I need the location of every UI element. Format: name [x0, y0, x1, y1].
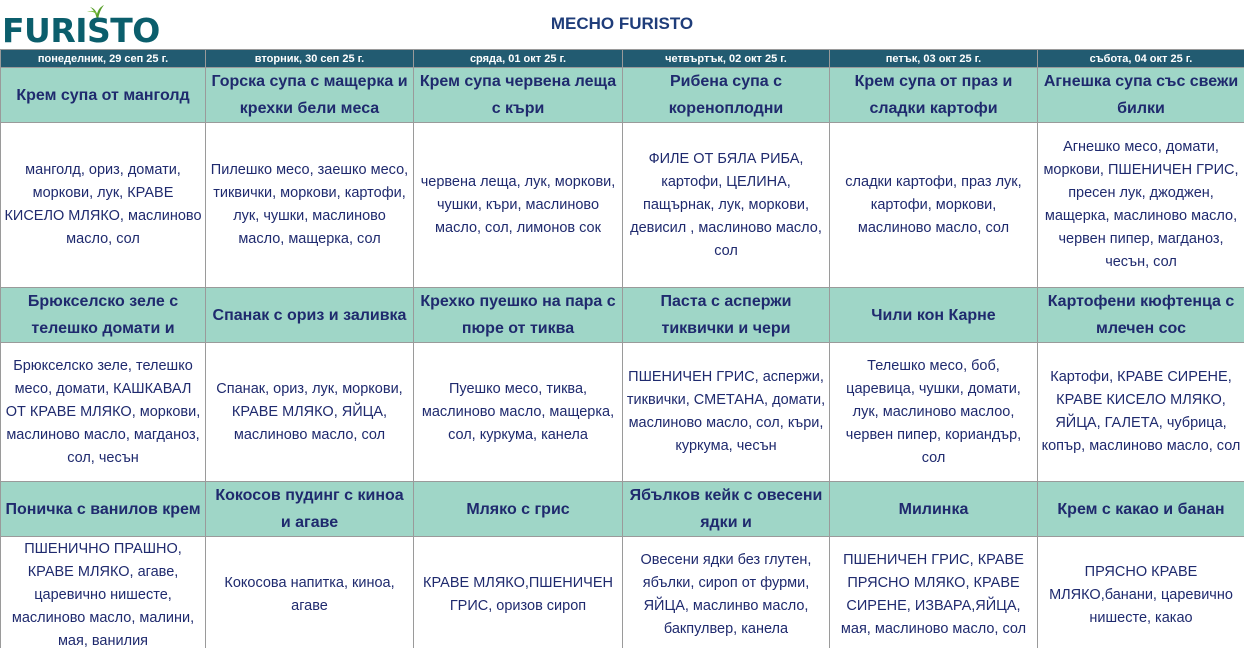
- dish-name: Чили кон Карне: [830, 288, 1038, 343]
- ingredients-cell: Овесени ядки без глутен, ябълки, сироп от фурми, ЯЙЦА, маслинво масло, бакпулвер, канела: [623, 537, 830, 648]
- ingredients-cell: ПШЕНИЧНО ПРАШНО, КРАВЕ МЛЯКО, агаве, царевично нишесте, маслиново масло, малини, мая, ванилия: [1, 537, 206, 648]
- ingredients-cell: ФИЛЕ ОТ БЯЛА РИБА, картофи, ЦЕЛИНА, пащърнак, лук, моркови, девисил , маслиново масло, сол: [623, 123, 830, 288]
- day-header: събота, 04 окт 25 г.: [1038, 50, 1244, 68]
- dish-name: Милинка: [830, 482, 1038, 537]
- dish-name: Поничка с ванилов крем: [1, 482, 206, 537]
- dish-row: [1, 288, 1244, 343]
- ingredients-cell: КРАВЕ МЛЯКО,ПШЕНИЧЕН ГРИС, оризов сироп: [414, 537, 623, 648]
- ingredients-cell: Агнешко месо, домати, моркови, ПШЕНИЧЕН ГРИС, пресен лук, джоджен, мащерка, маслиново масло, червен пипер, магданоз, чесън, сол: [1038, 123, 1244, 288]
- ingredients-cell: манголд, ориз, домати, моркови, лук, КРАВЕ КИСЕЛО МЛЯКО, маслиново масло, сол: [1, 123, 206, 288]
- dish-row: [1, 68, 1244, 123]
- day-header: вторник, 30 сеп 25 г.: [206, 50, 414, 68]
- ingredients-row: [1, 123, 1244, 288]
- page-title: MЕСНО FURISTO: [550, 14, 694, 33]
- ingredients-cell: ПШЕНИЧЕН ГРИС, аспержи, тиквички, СМЕТАНА, домати, маслиново масло, сол, къри, куркума, чесън: [623, 343, 830, 482]
- ingredients-row: [1, 537, 1244, 648]
- dish-name: Крем супа червена леща с къри: [414, 68, 623, 123]
- dish-name: Картофени кюфтенца с млечен сос: [1038, 288, 1244, 343]
- day-header: четвъртък, 02 окт 25 г.: [623, 50, 830, 68]
- ingredients-cell: Спанак, ориз, лук, моркови, КРАВЕ МЛЯКО, ЯЙЦА, маслиново масло, сол: [206, 343, 414, 482]
- dish-row: [1, 482, 1244, 537]
- dish-name: Горска супа с мащерка и крехки бели меса: [206, 68, 414, 123]
- day-header-row: [1, 50, 1244, 68]
- day-header: понеделник, 29 сеп 25 г.: [1, 50, 206, 68]
- ingredients-cell: червена леща, лук, моркови, чушки, къри, маслиново масло, сол, лимонов сок: [414, 123, 623, 288]
- ingredients-cell: сладки картофи, праз лук, картофи, моркови, маслиново масло, сол: [830, 123, 1038, 288]
- ingredients-cell: Картофи, КРАВЕ СИРЕНЕ, КРАВЕ КИСЕЛО МЛЯКО, ЯЙЦА, ГАЛЕТА, чубрица, копър, маслиново масло, сол: [1038, 343, 1244, 482]
- dish-name: Крем супа от манголд: [1, 68, 206, 123]
- dish-name: Рибена супа с кореноплодни: [623, 68, 830, 123]
- ingredients-cell: Брюкселско зеле, телешко месо, домати, КАШКАВАЛ ОТ КРАВЕ МЛЯКО, моркови, маслиново масло, магданоз, сол, чесън: [1, 343, 206, 482]
- dish-name: Кокосов пудинг с киноа и агаве: [206, 482, 414, 537]
- ingredients-row: [1, 343, 1244, 482]
- dish-name: Брюкселско зеле с телешко домати и: [1, 288, 206, 343]
- ingredients-cell: ПРЯСНО КРАВЕ МЛЯКО,банани, царевично нишесте, какао: [1038, 537, 1244, 648]
- ingredients-cell: Телешко месо, боб, царевица, чушки, домати, лук, маслиново маслоо, червен пипер, кориандър, сол: [830, 343, 1038, 482]
- ingredients-cell: Пилешко месо, заешко месо, тиквички, моркови, картофи, лук, чушки, маслиново масло, мащерка, сол: [206, 123, 414, 288]
- day-header: петък, 03 окт 25 г.: [830, 50, 1038, 68]
- ingredients-cell: Кокосова напитка, киноа, агаве: [206, 537, 414, 648]
- ingredients-cell: ПШЕНИЧЕН ГРИС, КРАВЕ ПРЯСНО МЛЯКО, КРАВЕ СИРЕНЕ, ИЗВАРА,ЯЙЦА, мая, маслиново масло, сол: [830, 537, 1038, 648]
- logo-text: FURISTO: [2, 11, 160, 50]
- day-header: сряда, 01 окт 25 г.: [414, 50, 623, 68]
- weekly-menu-table: [0, 49, 1244, 648]
- ingredients-cell: Пуешко месо, тиква, маслиново масло, мащерка, сол, куркума, канела: [414, 343, 623, 482]
- dish-name: Спанак с ориз и заливка: [206, 288, 414, 343]
- dish-name: Крем с какао и банан: [1038, 482, 1244, 537]
- dish-name: Мляко с грис: [414, 482, 623, 537]
- dish-name: Ябълков кейк с овесени ядки и: [623, 482, 830, 537]
- dish-name: Паста с аспержи тиквички и чери: [623, 288, 830, 343]
- dish-name: Крем супа от праз и сладки картофи: [830, 68, 1038, 123]
- dish-name: Крехко пуешко на пара с пюре от тиква: [414, 288, 623, 343]
- dish-name: Агнешка супа със свежи билки: [1038, 68, 1244, 123]
